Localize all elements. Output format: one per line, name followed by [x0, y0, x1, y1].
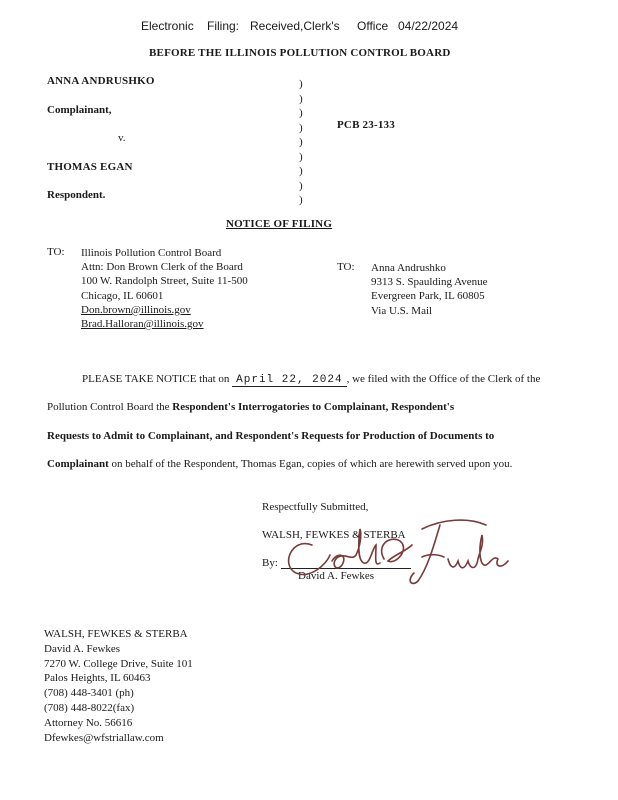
- paren: ): [299, 194, 303, 206]
- signature-stroke: [382, 539, 412, 561]
- recipient-left-line: Illinois Pollution Control Board: [81, 247, 222, 259]
- paren: ): [299, 165, 303, 177]
- versus: v.: [118, 132, 126, 144]
- recipient-right-line: Anna Andrushko: [371, 262, 446, 274]
- stamp-received: Received,Clerk's: [250, 19, 340, 33]
- stamp-office: Office: [357, 19, 389, 33]
- stamp-date: 04/22/2024: [398, 19, 459, 33]
- respondent-role: Respondent.: [47, 189, 106, 201]
- handwritten-signature: [272, 515, 522, 590]
- email-link-halloran[interactable]: Brad.Halloran@illinois.gov: [81, 318, 204, 331]
- paren: ): [299, 92, 303, 105]
- complainant-name: ANNA ANDRUSHKO: [47, 75, 155, 87]
- body-lead: PLEASE TAKE NOTICE that on: [82, 373, 230, 385]
- footer-firm: WALSH, FEWKES & STERBA: [44, 628, 188, 640]
- body-line-4: [47, 458, 512, 470]
- recipient-left: [81, 246, 248, 331]
- signature-firm: WALSH, FEWKES & STERBA: [262, 529, 406, 541]
- footer-phone: (708) 448-3401 (ph): [44, 687, 134, 700]
- attorney-block: [44, 627, 193, 745]
- filing-date-field: April 22, 2024: [232, 374, 346, 387]
- by-label: By:: [262, 557, 278, 569]
- paren: ): [299, 107, 303, 119]
- closing: Respectfully Submitted,: [262, 501, 369, 513]
- recipient-left-line: Chicago, IL 60601: [81, 289, 164, 302]
- footer-street: 7270 W. College Drive, Suite 101: [44, 657, 193, 670]
- paren: ): [299, 150, 303, 163]
- signature-stroke: [448, 535, 508, 568]
- to-label-right: TO:: [337, 261, 355, 273]
- body-line-3: Requests to Admit to Complainant, and Respondent's Requests for Production of Documents to: [47, 430, 495, 442]
- paren: ): [299, 78, 303, 90]
- recipient-right-line: Via U.S. Mail: [371, 304, 433, 317]
- email-link-brown[interactable]: Don.brown@illinois.gov: [81, 303, 191, 316]
- footer-name: David A. Fewkes: [44, 642, 121, 655]
- to-label-left: TO:: [47, 246, 65, 258]
- recipient-left-line: 100 W. Randolph Street, Suite 11-500: [81, 275, 248, 288]
- signature-stroke: [332, 529, 380, 568]
- paren: ): [299, 179, 303, 192]
- signature-stroke: [422, 520, 486, 529]
- footer-email[interactable]: Dfewkes@wfstriallaw.com: [44, 731, 164, 744]
- recipient-left-line: Attn: Don Brown Clerk of the Board: [81, 261, 243, 274]
- paren: ): [299, 136, 303, 148]
- complainant-role: Complainant,: [47, 104, 112, 116]
- stamp-electronic: Electronic: [141, 19, 194, 33]
- footer-fax: (708) 448-8022(fax): [44, 701, 135, 714]
- stamp-filing: Filing:: [207, 19, 240, 33]
- recipient-right-line: 9313 S. Spaulding Avenue: [371, 276, 488, 289]
- signer-name: David A. Fewkes: [298, 570, 375, 582]
- board-heading: BEFORE THE ILLINOIS POLLUTION CONTROL BOARD: [149, 47, 451, 59]
- signature-stroke: [422, 555, 444, 557]
- recipient-right: [371, 261, 488, 318]
- respondent-name: THOMAS EGAN: [47, 161, 133, 173]
- recipient-right-line: Evergreen Park, IL 60805: [371, 290, 485, 303]
- caption-parentheses: [299, 77, 303, 208]
- body-l2-bold: Respondent's Interrogatories to Complainant, Respondent's: [172, 401, 455, 413]
- body-line-2: [47, 401, 454, 413]
- body-l4-plain: on behalf of the Respondent, Thomas Egan, copies of which are herewith served upon you.: [111, 458, 513, 470]
- notice-title: NOTICE OF FILING: [226, 218, 333, 230]
- paren: ): [299, 121, 303, 134]
- footer-attorney-no: Attorney No. 56616: [44, 716, 133, 729]
- footer-city: Palos Heights, IL 60463: [44, 672, 151, 685]
- body-l2-plain: Pollution Control Board the: [47, 401, 170, 413]
- signature-stroke: [289, 544, 330, 575]
- case-number: PCB 23-133: [337, 119, 395, 131]
- body-l4-bold: Complainant: [47, 458, 109, 470]
- body-after-date: , we filed with the Office of the Clerk of the: [346, 373, 541, 385]
- body-line-1: [82, 373, 540, 387]
